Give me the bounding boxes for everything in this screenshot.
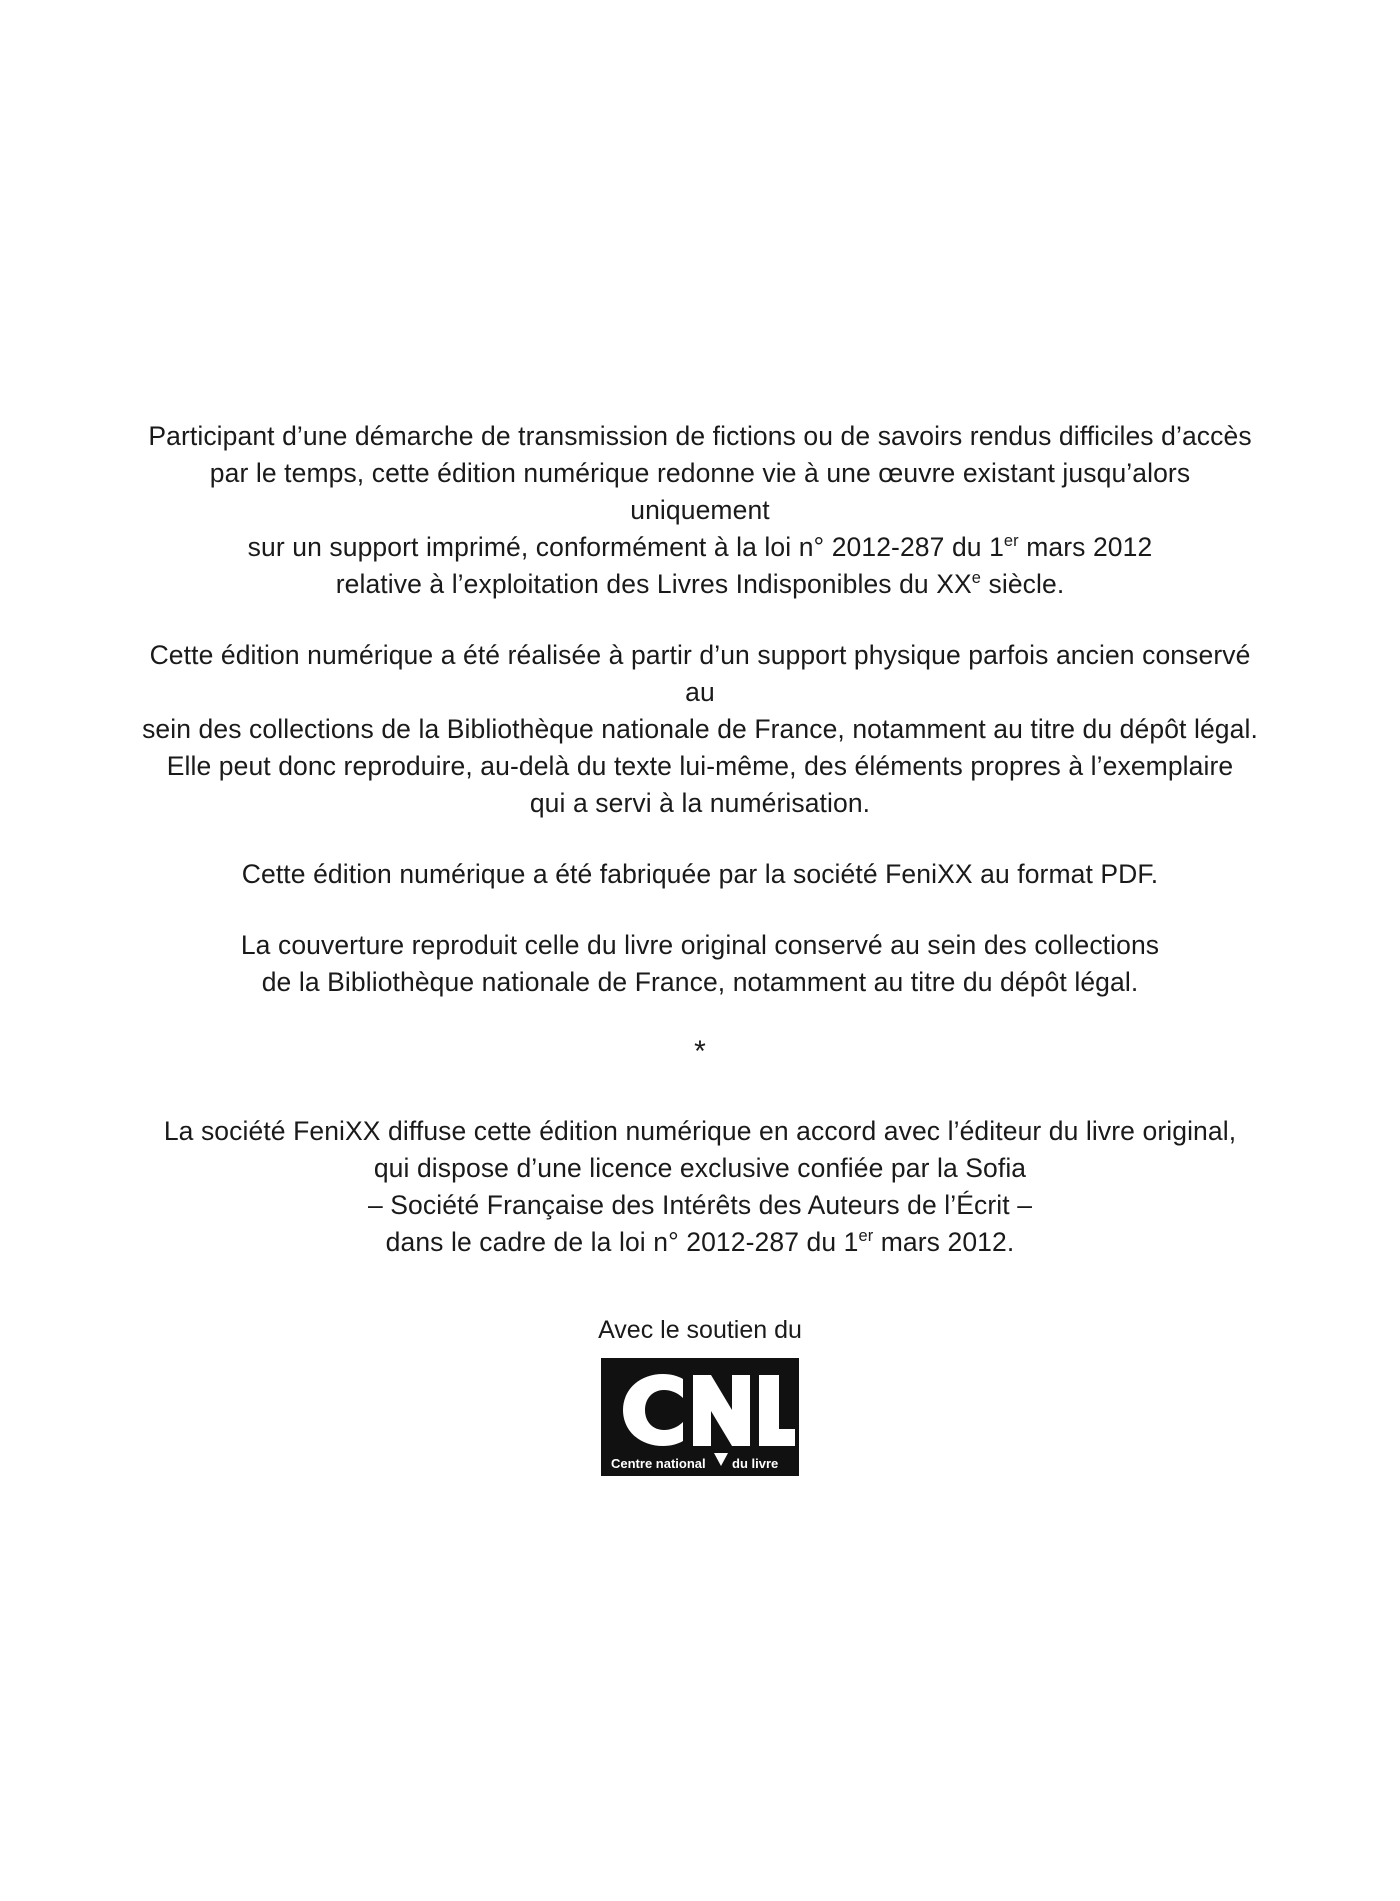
paragraph-transmission (140, 418, 1260, 603)
paragraph-diffusion (140, 1113, 1260, 1261)
page-bottom-spacer (0, 0, 1400, 1)
paragraph-support-physique (140, 637, 1260, 822)
notice-content (140, 418, 1260, 1481)
paragraph-line: qui a servi à la numérisation. (529, 788, 871, 818)
paragraph-line: Elle peut donc reproduire, au-delà du texte lui-même, des éléments propres à l’exemplaire (166, 751, 1234, 781)
cnl-logo (601, 1358, 799, 1476)
paragraph-line-livres-indisponibles: relative à l’exploitation des Livres Indisponibles du XXe siècle. (335, 569, 1065, 599)
support-block (140, 1315, 1260, 1481)
paragraph-fabrication (140, 856, 1260, 893)
support-label: Avec le soutien du (598, 1316, 802, 1344)
paragraph-line: La couverture reproduit celle du livre original conservé au sein des collections (240, 930, 1160, 960)
paragraph-line: La société FeniXX diffuse cette édition numérique en accord avec l’éditeur du livre original, (163, 1116, 1237, 1146)
paragraph-line: Participant d’une démarche de transmission de fictions ou de savoirs rendus difficiles d’accès (148, 421, 1252, 451)
paragraph-line-law: sur un support imprimé, conformément à la loi n° 2012-287 du 1er mars 2012 (247, 532, 1153, 562)
paragraph-line: qui dispose d’une licence exclusive confiée par la Sofia (373, 1153, 1027, 1183)
paragraph-line: Cette édition numérique a été fabriquée par la société FeniXX au format PDF. (241, 859, 1159, 889)
paragraph-line: Cette édition numérique a été réalisée à partir d’un support physique parfois ancien conservé au (149, 640, 1251, 707)
svg-text:du livre: du livre (732, 1456, 779, 1471)
paragraph-couverture (140, 927, 1260, 1001)
svg-text:Centre national: Centre national (611, 1456, 706, 1471)
paragraph-line: par le temps, cette édition numérique redonne vie à une œuvre existant jusqu’alors uniquement (209, 458, 1191, 525)
section-separator-asterisk: * (694, 1035, 706, 1068)
paragraph-line: de la Bibliothèque nationale de France, notamment au titre du dépôt légal. (261, 967, 1139, 997)
paragraph-line-law-frame: dans le cadre de la loi n° 2012-287 du 1er mars 2012. (385, 1227, 1015, 1257)
paragraph-line: – Société Française des Intérêts des Auteurs de l’Écrit – (367, 1190, 1033, 1220)
paragraph-line: sein des collections de la Bibliothèque nationale de France, notamment au titre du dépôt légal. (142, 714, 1258, 744)
